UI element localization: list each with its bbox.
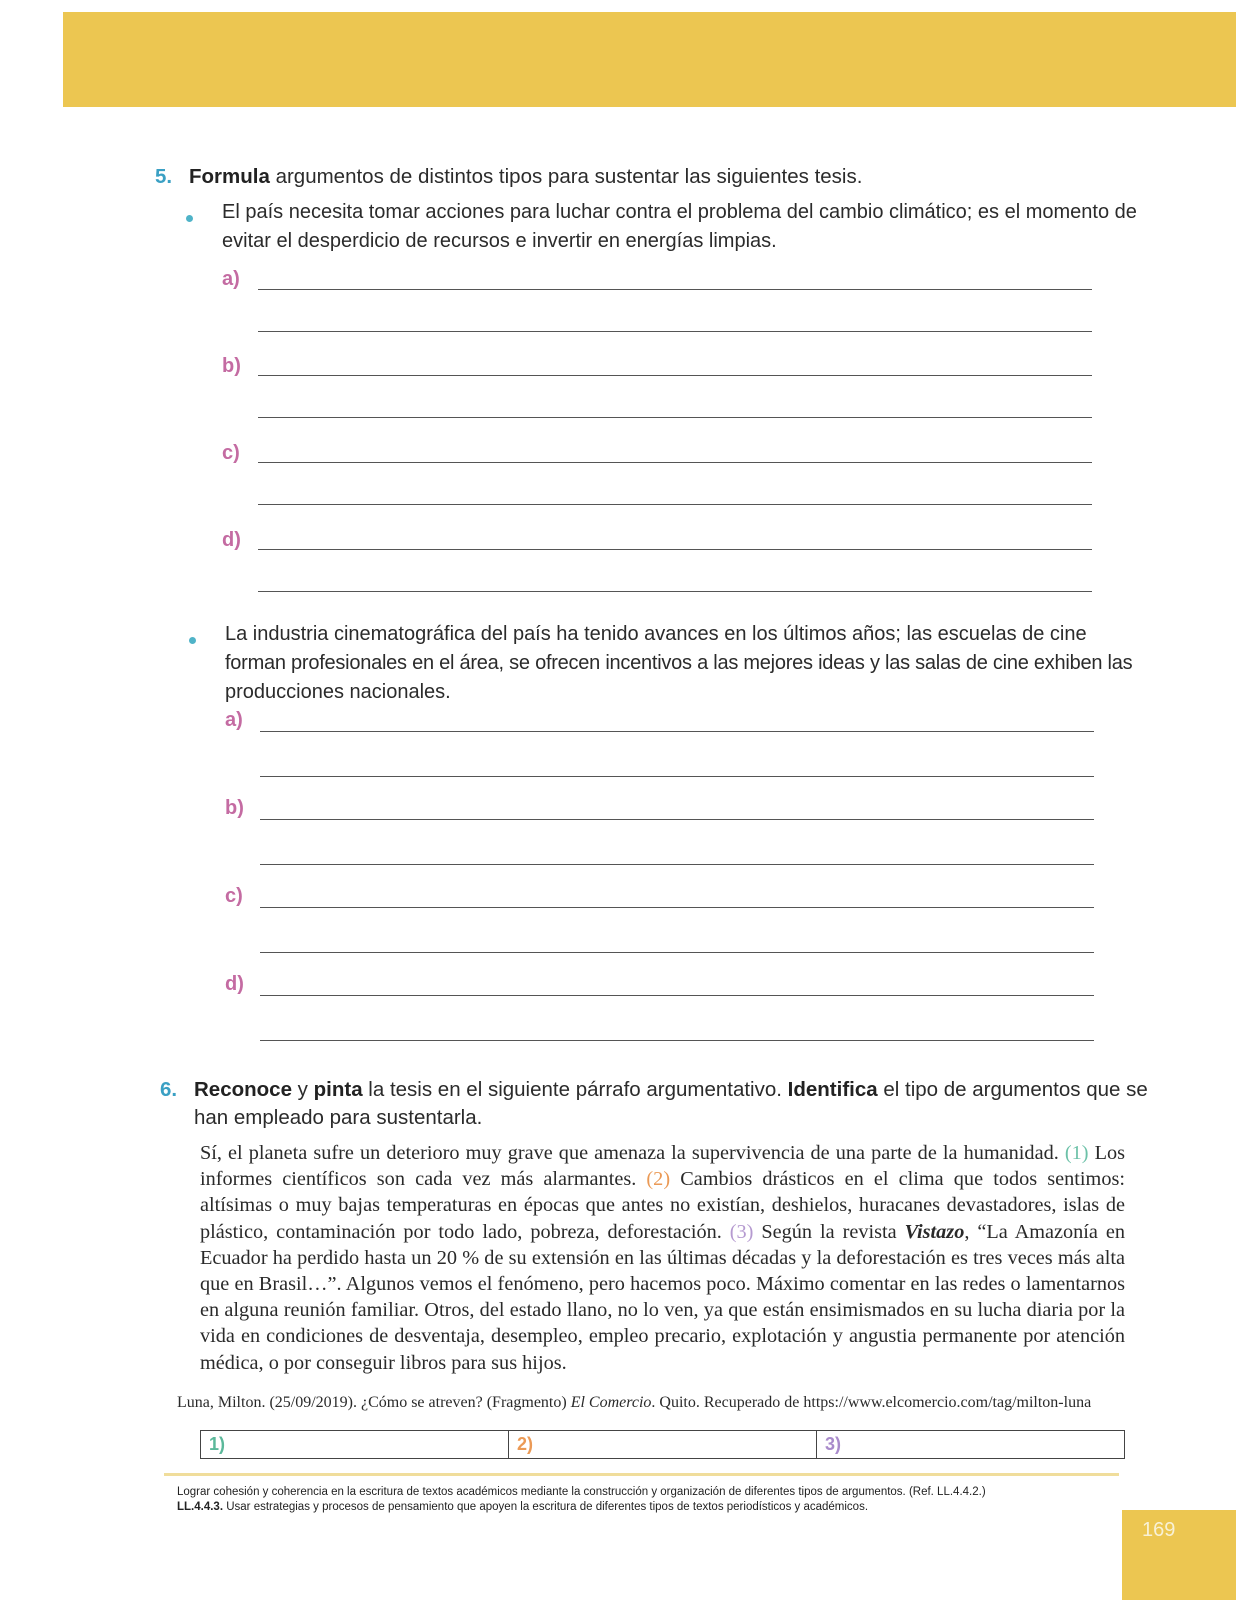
page-number-box [1122,1510,1236,1600]
instruction-text: y [291,1078,314,1101]
thesis-line: El país necesita tomar acciones para luchar contra el problema del cambio climático; es el momento de [222,201,1137,223]
instruction-verb: Identifica [787,1078,878,1101]
question-number: 5. [155,165,173,188]
answer-line[interactable] [260,1040,1094,1041]
citation-source: El Comercio [570,1394,652,1411]
marker-2: (2) [646,1168,671,1191]
answer-table [200,1430,1125,1459]
page-number: 169 [1142,1519,1176,1541]
footer-code: LL.4.4.3. [177,1501,224,1513]
footer-divider [164,1473,1119,1476]
instruction-verb: Reconoce [194,1078,292,1101]
answer-line[interactable] [260,731,1094,732]
answer-line[interactable] [260,776,1094,777]
magazine-name: Vistazo [904,1220,965,1243]
citation-text: Luna, Milton. (25/09/2019). ¿Cómo se atreven? (Fragmento) [177,1394,571,1411]
answer-line[interactable] [260,819,1094,820]
bullet-icon [186,215,193,222]
citation-text: . Quito. Recuperado de https://www.elcomercio.com/tag/milton-luna [651,1394,1092,1411]
cell-label: 3) [825,1434,842,1454]
answer-line[interactable] [260,864,1094,865]
footer-line [177,1500,1077,1515]
marker-1: (1) [1064,1142,1089,1164]
instruction-text: han empleado para sustentarla. [194,1106,483,1129]
answer-line[interactable] [260,907,1094,908]
cell-label: 2) [517,1434,534,1454]
option-label-b: b) [222,355,241,377]
sentence: Sí, el planeta sufre un deterioro muy grave que amenaza la supervivencia de una parte de la humanidad. [200,1142,1059,1164]
option-label-a: a) [225,709,243,731]
option-label-d: d) [225,973,244,995]
bullet-icon [189,637,196,644]
answer-line[interactable] [258,417,1092,418]
thesis-line: evitar el desperdicio de recursos e invertir en energías limpias. [222,230,777,252]
sentence: , “La Amazonía en Ecuador ha perdido hasta un 20 % de su extensión en las últimas décadas y la deforestación es tres veces más alta que en Brasil…”. Algunos vemos el fenómeno, pero hacemos poco. Máximo comentar en las redes o lamentarnos en alguna reunión familiar. Otros, del estado llano, no lo ven, ya que están ensimismados en su lucha diaria por la vida en condiciones de desventaja, desempleo, empleo precario, explotación y angustia permanente por atención médica, o por conseguir libros para sus hijos. [200,1220,1125,1374]
answer-line[interactable] [258,375,1092,376]
answer-line[interactable] [258,462,1092,463]
instruction-text: argumentos de distintos tipos para sustentar las siguientes tesis. [269,165,863,188]
question-number: 6. [160,1078,178,1101]
question-6-title [160,1078,1148,1130]
thesis-2 [225,620,1133,707]
header-band [63,12,1236,107]
question-5-title [155,165,862,189]
instruction-verb: pinta [313,1078,363,1101]
answer-line[interactable] [258,289,1092,290]
citation [177,1393,1132,1413]
answer-cell-2[interactable] [508,1431,816,1458]
answer-line[interactable] [258,549,1092,550]
thesis-line: forman profesionales en el área, se ofrecen incentivos a las mejores ideas y las salas de cine exhiben las [225,652,1133,674]
instruction-text: el tipo de argumentos que se [877,1078,1148,1101]
answer-cell-3[interactable] [816,1431,1124,1458]
curriculum-footer [177,1485,1077,1515]
sentence: Cambios drásticos en el clima que todos sentimos: altísimas o muy bajas temperaturas en épocas que antes no existían, deshielos, huracanes devastadores, islas de plástico, contaminación por todo lado, pobreza, deforestación. [200,1168,1126,1243]
sentence: Según la revista [753,1220,905,1243]
sentence: Los informes científicos son cada vez más alarmantes. [200,1142,1126,1191]
option-label-b: b) [225,797,244,819]
instruction-text: la tesis en el siguiente párrafo argumentativo. [362,1078,788,1101]
option-label-d: d) [222,529,241,551]
footer-text: Usar estrategias y procesos de pensamiento que apoyen la escritura de diferentes tipos de textos periodísticos y académicos. [223,1501,869,1513]
thesis-line: La industria cinematográfica del país ha tenido avances en los últimos años; las escuelas de cine [225,623,1087,645]
argumentative-paragraph [200,1140,1125,1376]
answer-line[interactable] [258,331,1092,332]
thesis-1 [222,198,1137,256]
answer-line[interactable] [258,504,1092,505]
answer-line[interactable] [260,952,1094,953]
option-label-c: c) [222,442,240,464]
cell-label: 1) [209,1434,226,1454]
answer-line[interactable] [260,995,1094,996]
answer-cell-1[interactable] [201,1431,508,1458]
answer-line[interactable] [258,591,1092,592]
footer-line: Lograr cohesión y coherencia en la escritura de textos académicos mediante la construcción y organización de diferentes tipos de argumentos. (Ref. LL.4.4.2.) [177,1486,986,1498]
thesis-line: producciones nacionales. [225,681,451,703]
instruction-verb: Formula [189,165,270,188]
option-label-c: c) [225,885,243,907]
marker-3: (3) [729,1220,754,1243]
option-label-a: a) [222,268,240,290]
